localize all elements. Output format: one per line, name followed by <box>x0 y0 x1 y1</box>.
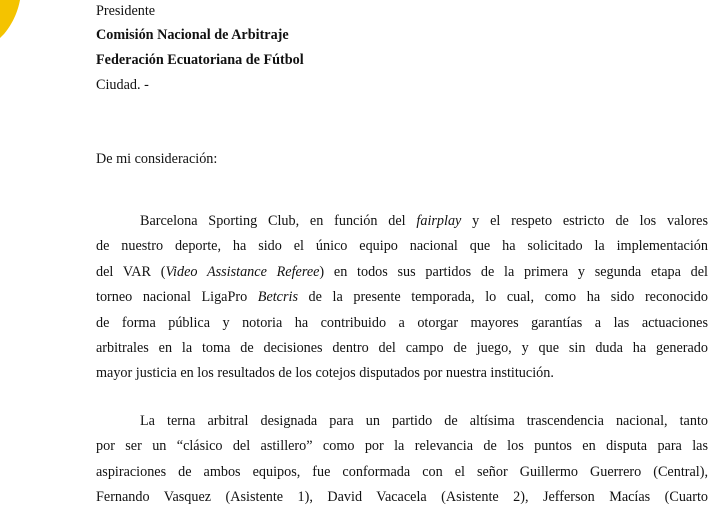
paragraph-2-line: aspiraciones de ambos equipos, fue conformada con el señor Guillermo Guerrero (Central), <box>96 463 708 480</box>
recipient-commission: Comisión Nacional de Arbitraje <box>96 27 289 43</box>
paragraph-2-line: Fernando Vasquez (Asistente 1), David Vacacela (Asistente 2), Jefferson Macías (Cuarto <box>96 489 708 506</box>
recipient-federation: Federación Ecuatoriana de Fútbol <box>96 52 304 68</box>
paragraph-1-line: mayor justicia en los resultados de los cotejos disputados por nuestra institución. <box>96 365 554 382</box>
paragraph-2-line: por ser un “clásico del astillero” como por la relevancia de los puntos en disputa para las <box>96 438 708 455</box>
paragraph-2-line: La terna arbitral designada para un partido de altísima trascendencia nacional, tanto <box>140 413 708 429</box>
paragraph-2 <box>96 409 708 511</box>
paragraph-1-line: torneo nacional LigaPro Betcris de la presente temporada, lo cual, como ha sido reconocido <box>96 289 708 306</box>
paragraph-1-line: del VAR (Video Assistance Referee) en todos sus partidos de la primera y segunda etapa del <box>96 263 708 280</box>
paragraph-1-line: arbitrales en la toma de decisiones dentro del campo de juego, y que sin duda ha generado <box>96 339 708 356</box>
paragraph-1-line: de forma pública y notoria ha contribuido a otorgar mayores garantías a las actuaciones <box>96 314 708 331</box>
club-crest-icon <box>0 0 22 40</box>
paragraph-1 <box>96 209 708 387</box>
paragraph-1-line: Barcelona Sporting Club, en función del fairplay y el respeto estricto de los valores <box>140 213 708 229</box>
paragraph-1-line: de nuestro deporte, ha sido el único equipo nacional que ha solicitado la implementación <box>96 238 708 255</box>
recipient-title: Presidente <box>96 3 156 19</box>
recipient-city: Ciudad. - <box>96 77 149 93</box>
salutation: De mi consideración: <box>96 151 218 167</box>
